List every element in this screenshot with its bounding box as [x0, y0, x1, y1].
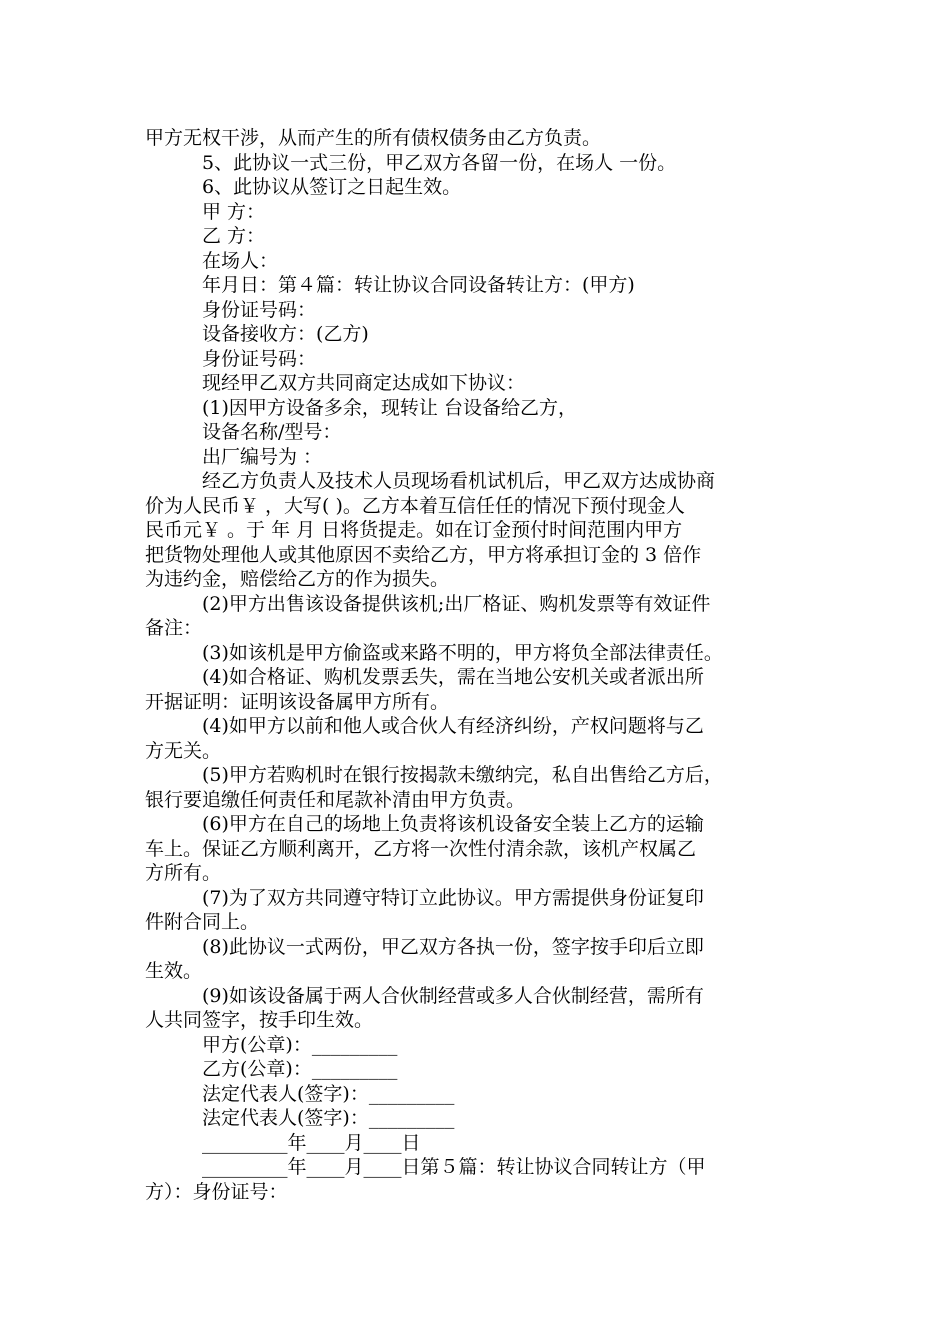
text-line: (1)因甲方设备多余，现转让 台设备给乙方， [202, 396, 577, 419]
text-line: (7)为了双方共同遵守特订立此协议。甲方需提供身份证复印 [202, 886, 704, 909]
text-line: 甲 方： [202, 200, 266, 223]
text-line: 经乙方负责人及技术人员现场看机试机后，甲乙双方达成协商 [202, 470, 716, 492]
text-line: 5、此协议一式三份，甲乙双方各留一份，在场人 一份。 [202, 151, 677, 174]
text-line: (4)如甲方以前和他人或合伙人有经济纠纷，产权问题将与乙 [202, 715, 704, 737]
text-line: 出厂编号为 ： [202, 445, 323, 468]
text-line: (4)如合格证、购机发票丢失，需在当地公安机关或者派出所 [202, 666, 704, 688]
document-body [145, 126, 810, 1204]
text-line: 方所有。 [145, 862, 222, 884]
text-line: 设备名称/型号： [202, 421, 342, 443]
text-line: 民币元￥ 。于 年 月 日将货提走。如在订金预付时间范围内甲方 [145, 519, 683, 541]
text-line: 身份证号码： [202, 298, 317, 321]
text-line: 在场人： [202, 249, 279, 272]
text-line: 乙方(公章)：_________ [202, 1058, 398, 1080]
text-line: 乙 方： [202, 225, 266, 247]
text-line: 设备接收方：(乙方) [202, 323, 369, 345]
text-line: 6、此协议从签订之日起生效。 [202, 176, 462, 198]
text-line: 甲方无权干涉，从而产生的所有债权债务由乙方负责。 [145, 127, 602, 149]
text-line: 生效。 [145, 960, 203, 982]
text-line: 法定代表人(签字)：_________ [202, 1107, 455, 1129]
text-line: _________年____月____日 [202, 1131, 421, 1154]
text-line: 身份证号码： [202, 347, 317, 370]
text-line: (5)甲方若购机时在银行按揭款未缴纳完，私自出售给乙方后， [202, 764, 723, 786]
text-line: 甲方(公章)：_________ [202, 1033, 398, 1056]
text-line: (9)如该设备属于两人合伙制经营或多人合伙制经营，需所有 [202, 984, 704, 1007]
text-line: 方）：身份证号： [145, 1180, 288, 1203]
text-line: (3)如该机是甲方偷盗或来路不明的，甲方将负全部法律责任。 [202, 641, 723, 664]
text-line: 备注： [145, 617, 203, 639]
text-line: 银行要追缴任何责任和尾款补清由甲方负责。 [145, 788, 526, 811]
text-line: 为违约金，赔偿给乙方的作为损失。 [145, 568, 450, 590]
text-line: 件附合同上。 [145, 911, 260, 933]
text-line: 把货物处理他人或其他原因不卖给乙方，甲方将承担订金的 3 倍作 [145, 543, 702, 566]
text-line: _________年____月____日第５篇：转让协议合同转让方（甲 [202, 1156, 706, 1178]
text-line: (8)此协议一式两份，甲乙双方各执一份，签字按手印后立即 [202, 935, 704, 958]
text-line: (2)甲方出售该设备提供该机;出厂格证、购机发票等有效证件 [202, 592, 711, 615]
text-line: 车上。保证乙方顺利离开，乙方将一次性付清余款，该机产权属乙 [145, 837, 697, 860]
text-line: 年月日：第４篇：转让协议合同设备转让方：(甲方) [202, 274, 635, 296]
text-line: 法定代表人(签字)：_________ [202, 1082, 455, 1105]
text-line: 现经甲乙双方共同商定达成如下协议： [202, 372, 526, 394]
text-line: 开据证明：证明该设备属甲方所有。 [145, 690, 450, 713]
text-line: (6)甲方在自己的场地上负责将该机设备安全装上乙方的运输 [202, 813, 704, 835]
text-line: 方无关。 [145, 739, 222, 762]
text-line: 人共同签字，按手印生效。 [145, 1009, 374, 1031]
text-line: 价为人民币￥ ，大写( )。乙方本着互信任任的情况下预付现金人 [145, 494, 685, 517]
